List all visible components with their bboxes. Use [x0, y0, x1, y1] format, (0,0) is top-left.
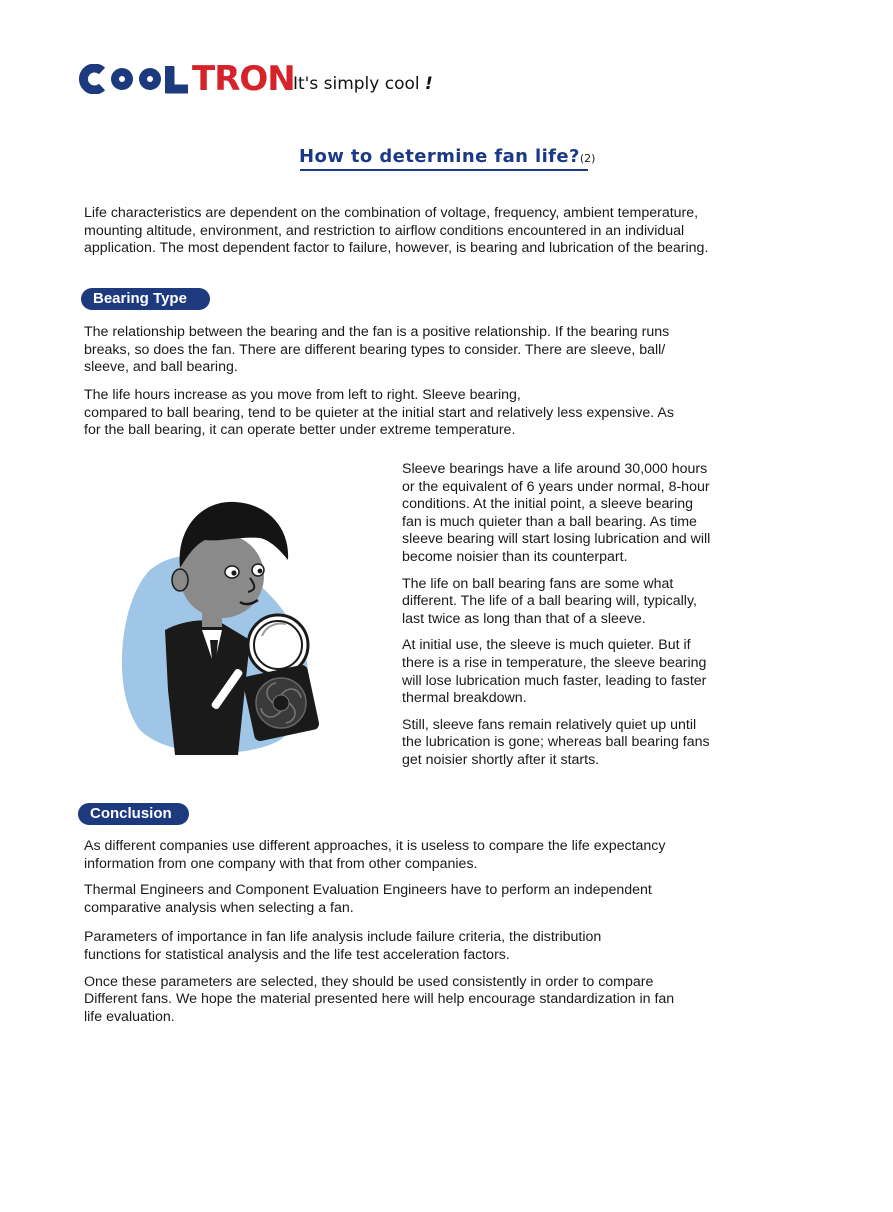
side-line: sleeve bearing will start losing lubrication and will	[402, 531, 711, 548]
side-line: At initial use, the sleeve is much quieter. But if	[402, 637, 691, 654]
side-paragraph-4	[402, 717, 772, 770]
side-line: The life on ball bearing fans are some what	[402, 575, 674, 592]
conclusion-line: life evaluation.	[84, 1008, 175, 1025]
side-line: become noisier than its counterpart.	[402, 548, 628, 565]
side-line: or the equivalent of 6 years under normal, 8-hour	[402, 478, 710, 495]
conclusion-body	[84, 838, 784, 1026]
page-title-part-number: (2)	[579, 152, 596, 165]
bearing-line: The life hours increase as you move from left to right. Sleeve bearing,	[84, 387, 521, 403]
side-line: Still, sleeve fans remain relatively quiet up until	[402, 716, 697, 733]
conclusion-label: Conclusion	[78, 803, 189, 825]
tagline	[293, 74, 433, 94]
side-paragraph-3	[402, 637, 772, 707]
page-title-text: How to determine fan life?	[299, 146, 580, 167]
bearing-paragraph-2	[84, 387, 784, 440]
side-line: will lose lubrication much faster, leading to faster	[402, 672, 707, 689]
brand-logo-cool-mark	[78, 64, 190, 94]
conclusion-line: Once these parameters are selected, they should be used consistently in order to compare	[84, 973, 654, 990]
intro-line: application. The most dependent factor to failure, however, is bearing and lubrication of the bearing.	[84, 240, 709, 257]
bearing-line: sleeve, and ball bearing.	[84, 359, 238, 376]
side-line: the lubrication is gone; whereas ball bearing fans	[402, 734, 710, 751]
tagline-exclamation: !	[425, 74, 433, 94]
conclusion-line: comparative analysis when selecting a fan.	[84, 899, 354, 916]
conclusion-line: Parameters of importance in fan life analysis include failure criteria, the distribution	[84, 929, 602, 946]
conclusion-line: Different fans. We hope the material presented here will help encourage standardization in fan	[84, 991, 675, 1008]
intro-paragraph	[84, 205, 804, 258]
page-title	[299, 146, 595, 167]
tagline-text: It's simply cool	[293, 74, 420, 94]
bearing-line: for the ball bearing, it can operate better under extreme temperature.	[84, 422, 516, 439]
bearing-line: compared to ball bearing, tend to be quieter at the initial start and relatively less expensive. As	[84, 404, 674, 421]
bearing-line: breaks, so does the fan. There are different bearing types to consider. There are sleeve, ball/	[84, 341, 666, 358]
bearing-side-column	[402, 461, 772, 770]
conclusion-paragraph-1	[84, 838, 784, 873]
brand-logo	[78, 59, 295, 99]
illustration-man-inspecting-fan	[110, 490, 340, 760]
side-paragraph-2	[402, 576, 772, 629]
bearing-paragraph-1	[84, 324, 784, 377]
side-line: conditions. At the initial point, a sleeve bearing	[402, 496, 694, 513]
conclusion-line: As different companies use different approaches, it is useless to compare the life expectancy	[84, 838, 666, 854]
side-line: different. The life of a ball bearing will, typically,	[402, 593, 697, 610]
conclusion-paragraph-2	[84, 882, 784, 917]
title-underline	[300, 169, 588, 171]
side-line: fan is much quieter than a ball bearing. As time	[402, 513, 697, 530]
side-line: get noisier shortly after it starts.	[402, 751, 600, 768]
side-line: last twice as long than that of a sleeve.	[402, 610, 646, 627]
conclusion-line: Thermal Engineers and Component Evaluation Engineers have to perform an independent	[84, 882, 652, 899]
conclusion-line: information from one company with that from other companies.	[84, 855, 478, 872]
brand-logo-tron: TRON	[192, 59, 295, 99]
intro-line: mounting altitude, environment, and restriction to airflow conditions encountered in an individual	[84, 222, 685, 239]
side-paragraph-1	[402, 461, 772, 567]
conclusion-line: functions for statistical analysis and the life test acceleration factors.	[84, 946, 510, 963]
bearing-line: The relationship between the bearing and the fan is a positive relationship. If the bearing runs	[84, 324, 670, 340]
conclusion-paragraph-4	[84, 974, 784, 1027]
side-line: Sleeve bearings have a life around 30,000 hours	[402, 461, 708, 477]
conclusion-paragraph-3	[84, 929, 784, 964]
bearing-type-label: Bearing Type	[81, 288, 210, 310]
side-line: there is a rise in temperature, the sleeve bearing	[402, 654, 707, 671]
side-line: thermal breakdown.	[402, 690, 527, 707]
intro-line: Life characteristics are dependent on the combination of voltage, frequency, ambient temperature,	[84, 205, 699, 221]
